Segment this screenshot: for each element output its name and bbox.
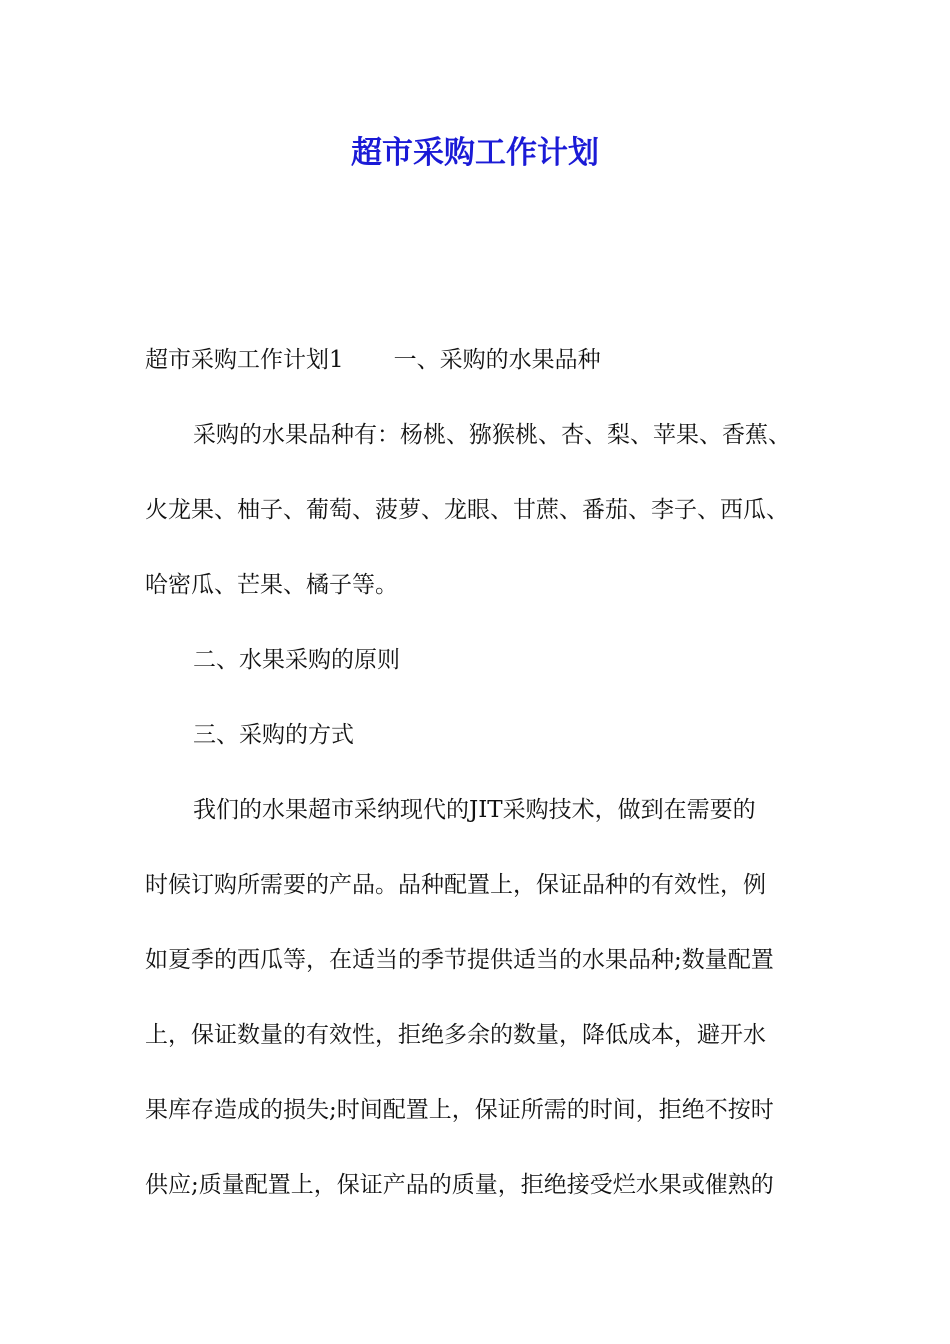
section-three-heading: 三、采购的方式 — [193, 722, 354, 748]
paragraph-line: 采购的水果品种有：杨桃、猕猴桃、杏、梨、苹果、香蕉、 — [193, 422, 791, 448]
section-heading-line — [145, 340, 601, 380]
paragraph-line: 上，保证数量的有效性，拒绝多余的数量，降低成本，避开水 — [145, 1022, 766, 1048]
paragraph-line: 果库存造成的损失;时间配置上，保证所需的时间，拒绝不按时 — [145, 1097, 774, 1123]
document-title: 超市采购工作计划 — [351, 135, 599, 171]
plan-number-label: 超市采购工作计划1 — [145, 347, 344, 373]
paragraph-line: 如夏季的西瓜等，在适当的季节提供适当的水果品种;数量配置 — [145, 947, 774, 973]
section-two-heading: 二、水果采购的原则 — [193, 647, 400, 673]
paragraph-line: 时候订购所需要的产品。品种配置上，保证品种的有效性，例 — [145, 872, 766, 898]
paragraph-line: 哈密瓜、芒果、橘子等。 — [145, 572, 398, 598]
paragraph-line: 我们的水果超市采纳现代的JIT采购技术，做到在需要的 — [193, 797, 756, 823]
paragraph-line: 供应;质量配置上，保证产品的质量，拒绝接受烂水果或催熟的 — [145, 1172, 774, 1198]
paragraph-line: 火龙果、柚子、葡萄、菠萝、龙眼、甘蔗、番茄、李子、西瓜、 — [145, 497, 789, 523]
section-one-heading: 一、采购的水果品种 — [393, 347, 601, 373]
